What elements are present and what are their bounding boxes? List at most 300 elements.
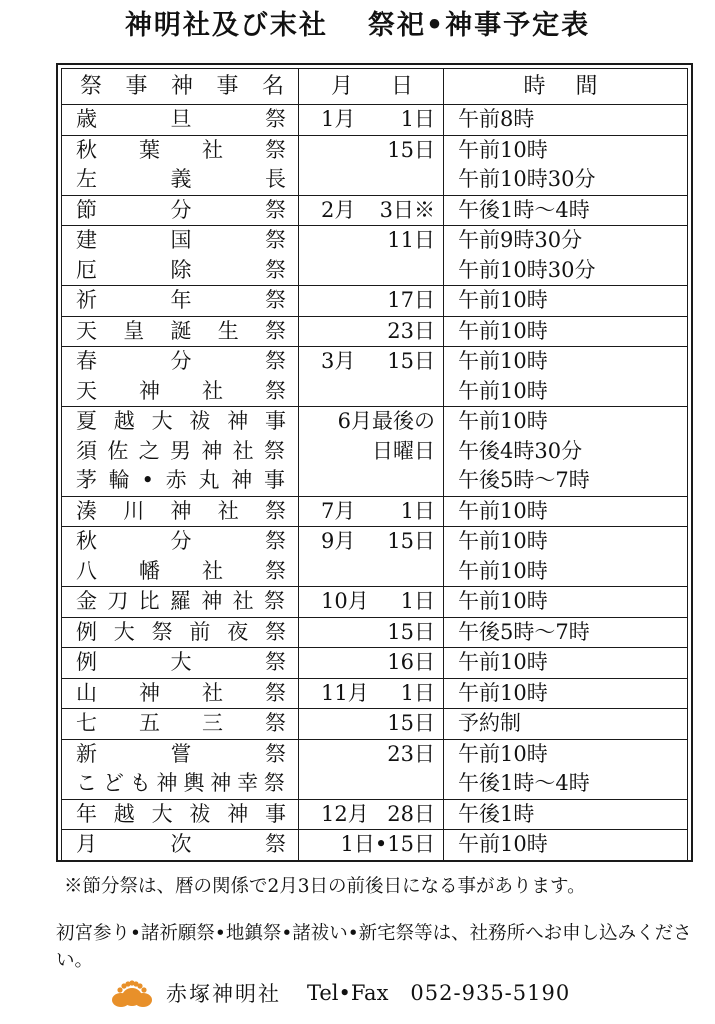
name-char: ど <box>102 771 125 795</box>
date-line <box>299 679 443 709</box>
name-char: 祭 <box>265 378 286 403</box>
header-date-char: 日 <box>390 73 413 99</box>
name-char: 例 <box>76 619 97 644</box>
name-char: 左 <box>76 167 97 191</box>
date-cell <box>299 587 444 618</box>
time-line: 午後1時 <box>458 801 535 826</box>
festival-name <box>62 196 298 226</box>
festival-name <box>62 347 298 377</box>
name-char: 春 <box>76 349 97 373</box>
table-row <box>62 709 688 740</box>
time-line: 午前8時 <box>458 107 535 131</box>
time-cell <box>444 286 688 317</box>
name-char: 祭 <box>265 529 286 553</box>
date-cell <box>299 195 444 226</box>
time-cell <box>444 226 688 286</box>
name-char: 義 <box>170 167 192 191</box>
date-month <box>299 437 321 467</box>
name-char: 神 <box>227 801 249 826</box>
time-line: 午前10時30分 <box>458 167 596 191</box>
name-char: 夏 <box>76 409 97 433</box>
date-cell <box>299 496 444 527</box>
name-char: 年 <box>170 288 192 312</box>
date-line <box>299 136 443 166</box>
date-day: 日曜日 <box>372 438 435 463</box>
time-line: 午前10時 <box>458 741 548 766</box>
date-cell <box>299 105 444 136</box>
table-row <box>62 316 688 347</box>
festival-name-cell <box>62 830 299 861</box>
name-char: こ <box>76 771 98 795</box>
name-char: 歳 <box>76 107 97 131</box>
time-cell <box>444 105 688 136</box>
name-char: 社 <box>202 378 223 403</box>
festival-name <box>62 286 298 316</box>
name-char: 節 <box>76 197 97 222</box>
table-row <box>62 226 688 286</box>
name-char: 祭 <box>265 107 286 131</box>
name-char: 祭 <box>265 349 286 373</box>
festival-name <box>62 709 298 739</box>
festival-name-cell <box>62 226 299 286</box>
festival-name <box>62 557 298 587</box>
date-cell <box>299 739 444 799</box>
name-char: 祭 <box>263 589 286 613</box>
festival-name-cell <box>62 739 299 799</box>
paulownia-crest-icon <box>112 978 152 1008</box>
shrine-name: 赤塚神明社 <box>166 982 281 1006</box>
date-month: 2月 <box>321 197 356 222</box>
time-line: 午前10時 <box>458 832 548 856</box>
name-char: 祈 <box>76 288 97 312</box>
date-line <box>299 709 443 739</box>
name-char: 神 <box>156 771 179 795</box>
time-cell <box>444 799 688 830</box>
name-char: 長 <box>265 167 286 191</box>
time-line: 午前10時 <box>458 318 548 343</box>
date-day: 1日 <box>400 107 435 131</box>
name-char: 神 <box>201 589 224 613</box>
date-month: 11月 <box>321 680 369 705</box>
table-row <box>62 648 688 679</box>
festival-name <box>62 497 298 527</box>
date-cell <box>299 648 444 679</box>
date-day: 1日 <box>400 498 435 523</box>
name-char: 次 <box>170 832 192 856</box>
name-char: 除 <box>170 257 192 282</box>
festival-name <box>62 618 298 648</box>
name-char: 神 <box>231 468 254 492</box>
date-day: 28日 <box>387 801 435 826</box>
table-row <box>62 195 688 226</box>
name-char: 祭 <box>265 832 286 856</box>
time-cell <box>444 527 688 587</box>
festival-name <box>62 256 298 286</box>
name-char: 嘗 <box>170 741 192 766</box>
date-month <box>299 226 321 256</box>
name-char: 神 <box>139 378 160 403</box>
name-char: 三 <box>202 711 223 735</box>
header-date-char: 月 <box>331 73 354 99</box>
name-char: 越 <box>113 409 135 433</box>
application-info: 初宮参り•諸祈願祭•地鎮祭•諸祓い•新宅祭等は、社務所へお申し込みください。 <box>56 923 692 971</box>
time-line: 午前10時 <box>458 409 548 433</box>
time-cell <box>444 496 688 527</box>
festival-name-cell <box>62 135 299 195</box>
name-char: 佐 <box>107 438 130 463</box>
name-char: 事 <box>264 409 286 433</box>
festival-name <box>62 527 298 557</box>
festival-name-cell <box>62 347 299 407</box>
footer <box>112 976 570 1010</box>
name-char: 神 <box>227 409 249 433</box>
date-day: 11日 <box>387 228 435 252</box>
time-line: 午前10時 <box>458 558 548 583</box>
festival-name <box>62 226 298 256</box>
table-row <box>62 135 688 195</box>
time-line: 予約制 <box>458 711 521 735</box>
date-month <box>299 709 321 739</box>
name-char: 年 <box>76 801 97 826</box>
festival-name-cell <box>62 648 299 679</box>
name-char: 祓 <box>189 801 211 826</box>
festival-name <box>62 105 298 135</box>
name-char: 幸 <box>237 771 260 795</box>
name-char: 月 <box>76 832 97 856</box>
header-name-char: 事 <box>216 73 239 99</box>
date-cell <box>299 678 444 709</box>
festival-name-cell <box>62 799 299 830</box>
name-char: 葉 <box>139 137 160 162</box>
time-line: 午前10時 <box>458 680 548 705</box>
name-char: 神 <box>139 680 160 705</box>
time-cell <box>444 648 688 679</box>
name-char: 旦 <box>170 107 192 131</box>
name-char: 社 <box>232 589 255 613</box>
date-cell <box>299 407 444 497</box>
date-cell <box>299 316 444 347</box>
name-char: 事 <box>264 801 286 826</box>
table-row <box>62 407 688 497</box>
name-char: 大 <box>151 409 173 433</box>
date-cell <box>299 226 444 286</box>
name-char: 新 <box>76 741 97 766</box>
header-name-char: 名 <box>261 73 284 99</box>
date-line <box>299 347 443 377</box>
name-char: 天 <box>76 318 97 343</box>
time-line: 午後4時30分 <box>458 438 583 463</box>
date-cell <box>299 286 444 317</box>
table-row <box>62 830 688 861</box>
phone-number: 052-935-5190 <box>410 981 571 1005</box>
name-char: 分 <box>170 349 192 373</box>
name-char: 祭 <box>265 257 286 282</box>
date-line <box>299 587 443 617</box>
time-cell <box>444 135 688 195</box>
name-char: 社 <box>202 680 223 705</box>
table-row <box>62 347 688 407</box>
name-char: 八 <box>76 558 97 583</box>
date-month <box>299 317 321 347</box>
table-row <box>62 105 688 136</box>
date-cell <box>299 347 444 407</box>
name-char: 山 <box>76 680 97 705</box>
time-line: 午前9時30分 <box>458 228 583 252</box>
name-char: 祭 <box>265 558 286 583</box>
name-char: 金 <box>76 589 98 613</box>
date-day: 1日 <box>400 589 435 613</box>
name-char: 事 <box>263 468 286 492</box>
date-cell <box>299 135 444 195</box>
table-row <box>62 286 688 317</box>
time-line: 午前10時30分 <box>458 257 596 282</box>
festival-name-cell <box>62 286 299 317</box>
festival-name <box>62 740 298 770</box>
name-char: 比 <box>138 589 161 613</box>
table-row <box>62 587 688 618</box>
festival-name <box>62 377 298 407</box>
schedule-table <box>61 68 688 861</box>
festival-name <box>62 317 298 347</box>
festival-name <box>62 769 298 799</box>
name-char: 祭 <box>265 197 286 222</box>
header-time-label: 時間 <box>523 73 628 99</box>
header-name <box>62 69 299 105</box>
table-row <box>62 739 688 799</box>
time-cell <box>444 739 688 799</box>
name-char: 須 <box>76 438 98 463</box>
date-line <box>299 317 443 347</box>
date-line <box>299 497 443 527</box>
name-char: 輪 <box>108 468 131 492</box>
name-char: 大 <box>170 650 192 674</box>
name-char: 茅 <box>76 468 98 492</box>
name-char: 分 <box>170 197 192 222</box>
name-char: 越 <box>113 801 135 826</box>
name-char: 大 <box>113 619 135 644</box>
table-header-row <box>62 69 688 105</box>
date-cell <box>299 527 444 587</box>
date-day: 1日 <box>400 680 435 705</box>
name-char: 赤 <box>165 468 188 492</box>
name-char: 祭 <box>264 619 286 644</box>
time-line: 午前10時 <box>458 650 548 674</box>
name-char: 社 <box>202 558 223 583</box>
festival-name-cell <box>62 496 299 527</box>
table-row <box>62 617 688 648</box>
date-month: 9月 <box>321 529 356 553</box>
date-cell <box>299 617 444 648</box>
name-char: 祭 <box>263 438 286 463</box>
name-char: 社 <box>202 137 223 162</box>
date-day: 16日 <box>387 650 435 674</box>
date-cell <box>299 799 444 830</box>
name-char: 前 <box>189 619 211 644</box>
festival-name-cell <box>62 709 299 740</box>
name-char: 生 <box>217 318 239 343</box>
name-char: 刀 <box>107 589 130 613</box>
date-day: 15日 <box>387 529 435 553</box>
date-line <box>299 196 443 226</box>
festival-name <box>62 136 298 166</box>
time-cell <box>444 347 688 407</box>
name-char: 祓 <box>189 409 211 433</box>
date-line <box>299 740 443 770</box>
name-char: 社 <box>232 438 255 463</box>
name-char: • <box>141 468 155 492</box>
time-line: 午後1時～4時 <box>458 771 590 795</box>
name-char: 秋 <box>76 529 97 553</box>
date-day: 15日 <box>387 711 435 735</box>
name-char: 誕 <box>170 318 192 343</box>
page-title <box>0 4 715 48</box>
name-char: 建 <box>76 228 97 252</box>
date-day: 6月最後の <box>337 409 435 433</box>
festival-name <box>62 679 298 709</box>
festival-name <box>62 830 298 860</box>
table-row <box>62 527 688 587</box>
date-month <box>299 136 321 166</box>
date-day: 15日 <box>387 619 435 644</box>
name-char: 国 <box>170 228 192 252</box>
name-char: 分 <box>170 529 192 553</box>
time-cell <box>444 617 688 648</box>
header-name-char: 事 <box>125 73 148 99</box>
festival-name-cell <box>62 587 299 618</box>
name-char: 厄 <box>76 257 97 282</box>
time-cell <box>444 709 688 740</box>
festival-name-cell <box>62 678 299 709</box>
title-shrine: 神明社及び末社 <box>124 10 328 41</box>
name-char: 祭 <box>265 288 286 312</box>
date-line <box>299 800 443 830</box>
name-char: 丸 <box>198 468 221 492</box>
setsubun-note: ※節分祭は、暦の関係で2月3日の前後日になる事があります。 <box>64 876 586 897</box>
name-char: 祭 <box>263 771 286 795</box>
date-month <box>299 648 321 678</box>
date-day: 23日 <box>387 318 435 343</box>
name-char: 皇 <box>123 318 145 343</box>
name-char: 之 <box>138 438 161 463</box>
header-time <box>444 69 688 105</box>
festival-name <box>62 587 298 617</box>
date-day: 15日 <box>387 137 435 162</box>
name-char: 神 <box>170 498 192 523</box>
festival-name-cell <box>62 316 299 347</box>
header-name-char: 神 <box>170 73 193 99</box>
festival-name <box>62 800 298 830</box>
time-line: 午後1時～4時 <box>458 197 590 222</box>
name-char: 五 <box>139 711 160 735</box>
table-row <box>62 496 688 527</box>
festival-name-cell <box>62 195 299 226</box>
date-cell <box>299 709 444 740</box>
festival-name <box>62 648 298 678</box>
date-month <box>299 407 321 437</box>
date-line <box>299 830 443 860</box>
date-cell <box>299 830 444 861</box>
date-line <box>299 105 443 135</box>
time-line: 午前10時 <box>458 529 548 553</box>
name-char: 七 <box>76 711 97 735</box>
table-row <box>62 799 688 830</box>
name-char: 例 <box>76 650 97 674</box>
festival-name <box>62 407 298 437</box>
festival-name-cell <box>62 105 299 136</box>
date-month <box>299 830 321 860</box>
festival-name-cell <box>62 617 299 648</box>
name-char: 夜 <box>227 619 249 644</box>
date-month: 3月 <box>321 349 356 373</box>
date-line <box>299 407 443 437</box>
date-month: 10月 <box>321 589 369 613</box>
date-line <box>299 286 443 316</box>
time-line: 午前10時 <box>458 349 548 373</box>
time-line: 午前10時 <box>458 288 548 312</box>
date-line <box>299 226 443 256</box>
time-cell <box>444 678 688 709</box>
date-month: 7月 <box>321 498 356 523</box>
festival-name-cell <box>62 407 299 497</box>
schedule-table-frame <box>56 63 693 862</box>
name-char: も <box>129 771 152 795</box>
date-line <box>299 618 443 648</box>
time-line: 午後5時～7時 <box>458 468 590 492</box>
name-char: 祭 <box>265 228 286 252</box>
time-cell <box>444 407 688 497</box>
time-cell <box>444 316 688 347</box>
festival-name <box>62 165 298 195</box>
date-line <box>299 648 443 678</box>
name-char: 神 <box>210 771 233 795</box>
date-month <box>299 618 321 648</box>
time-line: 午前10時 <box>458 137 548 162</box>
time-cell <box>444 587 688 618</box>
telfax-label: Tel•Fax <box>307 981 389 1005</box>
name-char: 川 <box>123 498 145 523</box>
header-date <box>299 69 444 105</box>
name-char: 羅 <box>169 589 192 613</box>
date-month <box>299 740 321 770</box>
date-month: 1月 <box>321 107 356 131</box>
name-char: 祭 <box>265 680 286 705</box>
name-char: 祭 <box>265 741 286 766</box>
table-row <box>62 678 688 709</box>
date-day: 3日※ <box>379 197 435 222</box>
name-char: 天 <box>76 378 97 403</box>
name-char: 祭 <box>265 650 286 674</box>
name-char: 神 <box>201 438 224 463</box>
name-char: 湊 <box>76 498 97 523</box>
name-char: 祭 <box>265 137 286 162</box>
date-month <box>299 286 321 316</box>
name-char: 祭 <box>265 498 286 523</box>
date-day: 1日•15日 <box>340 832 435 856</box>
header-name-char: 祭 <box>80 73 103 99</box>
festival-name <box>62 437 298 467</box>
date-line <box>299 527 443 557</box>
date-month: 12月 <box>321 801 369 826</box>
name-char: 祭 <box>151 619 173 644</box>
date-line <box>299 437 443 467</box>
name-char: 秋 <box>76 137 97 162</box>
festival-name <box>62 466 298 496</box>
name-char: 祭 <box>265 711 286 735</box>
name-char: 大 <box>151 801 173 826</box>
name-char: 社 <box>217 498 239 523</box>
date-day: 17日 <box>387 288 435 312</box>
name-char: 幡 <box>139 558 160 583</box>
